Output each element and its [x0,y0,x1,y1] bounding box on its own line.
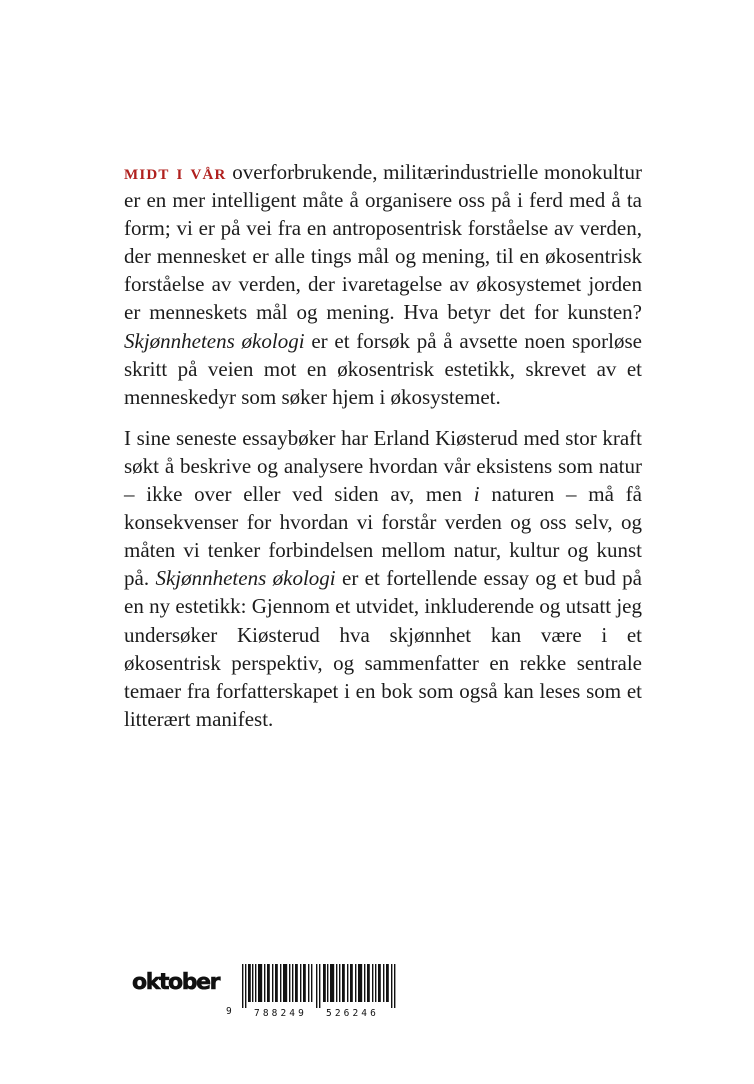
barcode-group-1: 788249 [254,1008,307,1019]
italic-i: i [473,482,480,507]
blurb-text [124,158,642,746]
paragraph-2 [124,424,642,733]
paragraph-1-text-b: er et forsøk på å avsette noen sporløse skritt på veien mot en økosentrisk estetikk, skrevet av et menneskedyr som søker hjem i økosystemet. [124,328,643,409]
paragraph-2-text-a: I sine seneste essaybøker har Erland Kiøsterud med stor kraft søkt å beskrive og analysere hvordan vår eksistens som natur – ikke over eller ved siden av, men [124,425,642,507]
book-title-italic: Skjønnhetens økologi [124,328,305,353]
paragraph-1-text-a: overforbrukende, militærindustrielle monokultur er en mer intelligent måte å organisere oss på i ferd med å ta form; vi er på vei fra en antroposentrisk forståelse av verden, der mennesket er alle tings mål og mening, til en økosentrisk forståelse av verden, der ivaretagelse av økosystemet jorden er menneskets mål og mening. Hva betyr det for kunsten? [124,160,642,325]
barcode-group-2: 526246 [326,1008,379,1019]
publisher-logo: oktober [132,970,220,995]
lead-in-small-caps: midt i vår [124,160,227,184]
paragraph-2-text-c: er et fortellende essay og et bud på en ny estetikk: Gjennom et utvidet, inkluderende og utsatt jeg undersøker Kiøsterud hva skjønnhet kan være i et økosentrisk perspektiv, og sammenfatter en rekke sentrale temaer fra forfatterskapet i en bok som også kan leses som et litterært manifest. [124,566,642,731]
barcode-digits [222,1008,402,1020]
paragraph-2-text-b: naturen – må få konsekvenser for hvordan vi forstår verden og oss selv, og måten vi tenker forbindelsen mellom natur, kultur og kunst på. [124,482,642,591]
isbn-barcode [222,964,402,1022]
barcode-first-digit: 9 [226,1006,232,1017]
book-title-italic-2: Skjønnhetens økologi [155,566,336,591]
paragraph-1 [124,158,642,411]
barcode-bars [242,964,398,1008]
